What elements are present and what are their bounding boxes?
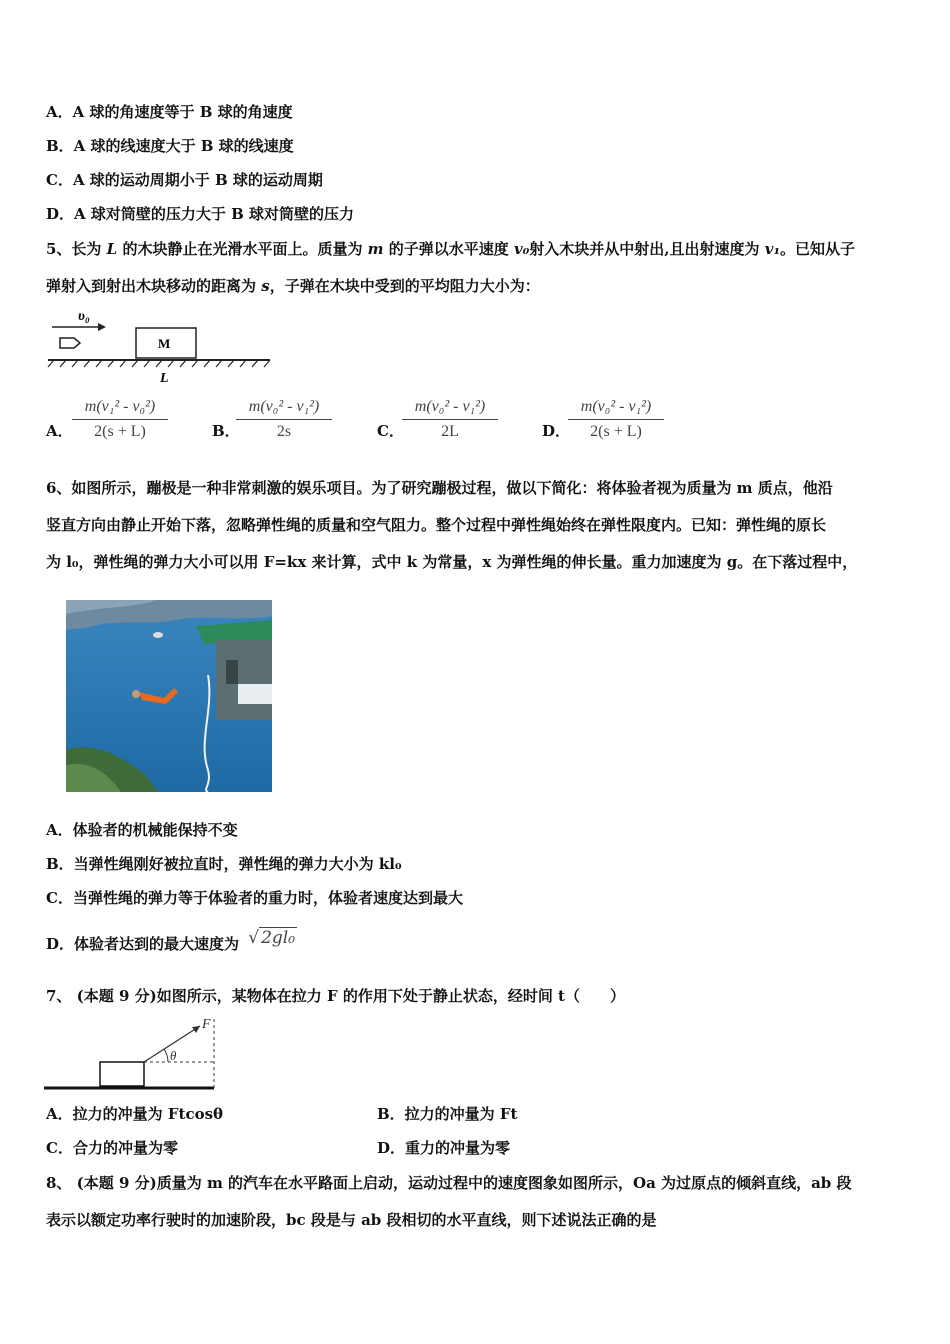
q5-stem-line1: 5、长为 L 的木块静止在光滑水平面上。质量为 m 的子弹以水平速度 v₀射入木块并从中射出,且出射速度为 v₁。已知从子 <box>46 240 856 258</box>
q7-force-arrowhead <box>192 1026 200 1033</box>
q5-velocity-arrowhead <box>98 323 106 331</box>
q5-ground-hatching <box>48 360 270 367</box>
q6-stem-line2: 竖直方向由静止开始下落，忽略弹性绳的质量和空气阻力。整个过程中弹性绳始终在弹性限度内。已知：弹性绳的原长 <box>46 516 827 534</box>
q5-option-d-label: D． <box>542 422 571 440</box>
q5-option-b-label: B． <box>212 422 240 440</box>
q6-option-d: D．体验者达到的最大速度为 √ 2gl₀ <box>46 928 296 953</box>
q7-option-b: B．拉力的冲量为 Ft <box>377 1105 518 1123</box>
platform-structure <box>216 640 272 720</box>
q5-option-a-label: A． <box>46 422 73 440</box>
q5-option-d-formula: m(v₀² - v₁²) 2(s + L) <box>566 398 666 441</box>
q5-option-a-formula: m(v₁² - v₀²) 2(s + L) <box>70 398 170 441</box>
q7-option-c: C．合力的冲量为零 <box>46 1139 178 1157</box>
q7-angle-arc <box>164 1049 168 1062</box>
q8-stem-line2: 表示以额定功率行驶时的加速阶段，bc 段是与 ab 段相切的水平直线，则下述说法正确的是 <box>46 1211 657 1229</box>
q7-angle-label: θ <box>170 1048 177 1063</box>
q7-box <box>100 1062 144 1086</box>
q5-option-b-formula: m(v₀² - v₁²) 2s <box>234 398 334 441</box>
sqrt-formula: √ 2gl₀ <box>248 928 296 948</box>
platform-sign <box>238 684 272 704</box>
q8-stem-line1: 8、 (本题 9 分)质量为 m 的汽车在水平路面上启动，运动过程中的速度图象如图所示，Oa 为过原点的倾斜直线，ab 段 <box>46 1174 852 1192</box>
q5-length-label: L <box>160 371 169 386</box>
q5-figure <box>44 302 276 388</box>
q5-figure-v0-label: υ₀ <box>78 309 90 324</box>
q6-stem-line3: 为 l₀，弹性绳的弹力大小可以用 F=kx 来计算，式中 k 为常量，x 为弹性绳的伸长量。重力加速度为 g。在下落过程中， <box>46 553 858 571</box>
bungee-jump-photo <box>66 600 272 792</box>
q7-option-a: A．拉力的冲量为 Ftcosθ <box>46 1105 224 1123</box>
water-splash <box>153 632 163 638</box>
q6-option-b: B．当弹性绳刚好被拉直时，弹性绳的弹力大小为 kl₀ <box>46 855 402 873</box>
q7-option-d: D．重力的冲量为零 <box>377 1139 511 1157</box>
q4-option-b: B．A 球的线速度大于 B 球的线速度 <box>46 137 294 155</box>
q7-stem: 7、 (本题 9 分)如图所示，某物体在拉力 F 的作用下处于静止状态，经时间 t（ ） <box>46 987 625 1005</box>
q4-option-d: D．A 球对筒壁的压力大于 B 球对筒壁的压力 <box>46 205 354 223</box>
q4-option-a: A．A 球的角速度等于 B 球的角速度 <box>46 103 293 121</box>
q5-stem-line2: 弹射入到射出木块移动的距离为 s，子弹在木块中受到的平均阻力大小为： <box>46 277 540 295</box>
q6-stem-line1: 6、如图所示，蹦极是一种非常刺激的娱乐项目。为了研究蹦极过程，做以下简化：将体验者视为质量为 m 质点，他沿 <box>46 479 833 497</box>
q6-option-c: C．当弹性绳的弹力等于体验者的重力时，体验者速度达到最大 <box>46 889 463 907</box>
q5-bullet <box>60 338 80 348</box>
q7-force-label: F <box>202 1017 211 1032</box>
q4-option-c: C．A 球的运动周期小于 B 球的运动周期 <box>46 171 323 189</box>
q6-option-a: A．体验者的机械能保持不变 <box>46 821 238 839</box>
q7-figure <box>44 1014 220 1094</box>
q5-option-c-formula: m(v₀² - v₁²) 2L <box>400 398 500 441</box>
q5-block-label: M <box>158 336 171 351</box>
q5-option-c-label: C． <box>377 422 404 440</box>
